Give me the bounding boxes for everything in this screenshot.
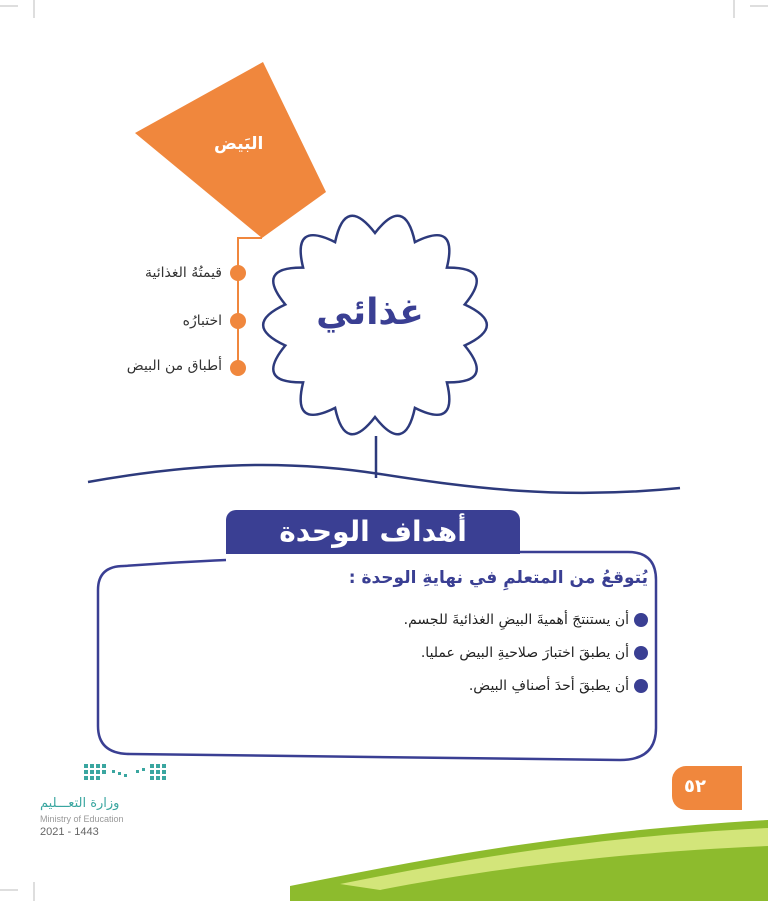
objectives-heading: أهداف الوحدة	[226, 510, 520, 554]
topic-dot	[230, 265, 246, 281]
bullet-icon	[634, 613, 648, 627]
ministry-name-english: Ministry of Education	[40, 814, 124, 824]
page-number-tab	[672, 766, 742, 810]
objectives-frame-left	[124, 560, 226, 566]
objective-item: أن يستنتجَ أهميةَ البيضِ الغذائيةَ للجسم.	[404, 612, 648, 628]
topic-label: اختبارُه	[182, 313, 222, 329]
unit-title: غذائي	[316, 292, 424, 333]
bullet-icon	[634, 646, 648, 660]
objective-item: أن يطبقَ أحدَ أصنافِ البيض.	[469, 678, 648, 694]
ministry-logo-icon	[84, 764, 166, 780]
objectives-intro: يُتوقعُ من المتعلمِ في نهايةِ الوحدة :	[348, 568, 648, 588]
topic-dot	[230, 360, 246, 376]
ministry-name-arabic: وزارة التعـــليم	[40, 796, 120, 811]
ground-curve	[88, 465, 680, 493]
page-number: ٥٢	[684, 776, 706, 797]
edition-year: 2021 - 1443	[40, 826, 99, 838]
category-label: البَيض	[214, 134, 264, 154]
topic-label: أطباق من البيض	[126, 358, 222, 374]
topic-timeline-line	[238, 238, 262, 372]
topic-dot	[230, 313, 246, 329]
topic-label: قيمتُهُ الغذائية	[145, 265, 222, 281]
bullet-icon	[634, 679, 648, 693]
objective-item: أن يطبقَ اختبارَ صلاحيةِ البيض عمليا.	[421, 645, 648, 661]
